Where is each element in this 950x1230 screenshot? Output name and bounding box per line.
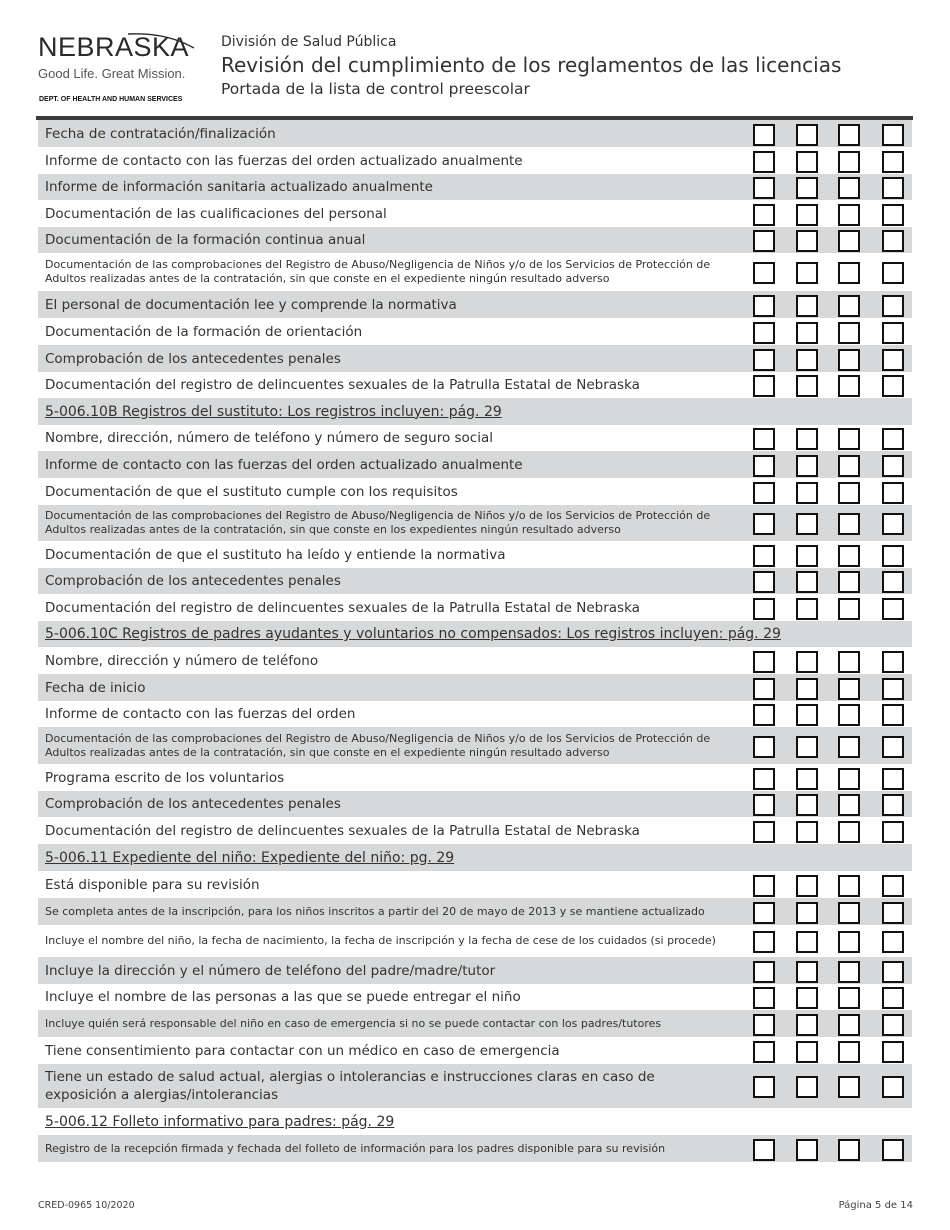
checklist-row — [38, 898, 912, 925]
checkbox[interactable] — [796, 768, 818, 790]
checkbox[interactable] — [882, 230, 904, 252]
row-label: El personal de documentación lee y comprende la normativa — [45, 296, 457, 313]
checklist-row — [38, 291, 912, 318]
checklist-row — [38, 701, 912, 727]
checkbox[interactable] — [838, 124, 860, 146]
checkbox[interactable] — [882, 875, 904, 897]
checklist-row — [38, 791, 912, 817]
checkbox[interactable] — [753, 545, 775, 567]
checkbox[interactable] — [753, 875, 775, 897]
checkbox[interactable] — [882, 678, 904, 700]
checkbox[interactable] — [882, 295, 904, 317]
checkbox[interactable] — [796, 455, 818, 477]
page-number: Página 5 de 14 — [838, 1200, 913, 1211]
section-header — [38, 398, 912, 425]
checkbox[interactable] — [753, 678, 775, 700]
row-label: Comprobación de los antecedentes penales — [45, 796, 341, 812]
checklist-row — [38, 925, 912, 957]
row-label: Informe de información sanitaria actualizado anualmente — [45, 179, 433, 195]
checkbox[interactable] — [838, 651, 860, 673]
checkbox[interactable] — [838, 482, 860, 504]
checklist-row — [38, 253, 912, 291]
checkbox[interactable] — [882, 151, 904, 173]
section-header — [38, 621, 912, 647]
checkbox[interactable] — [838, 1014, 860, 1036]
checklist-row — [38, 425, 912, 451]
checkbox[interactable] — [882, 704, 904, 726]
checkbox[interactable] — [796, 151, 818, 173]
checkbox[interactable] — [753, 295, 775, 317]
checkbox[interactable] — [796, 571, 818, 593]
checkbox[interactable] — [882, 482, 904, 504]
checkbox[interactable] — [882, 1041, 904, 1063]
checkbox[interactable] — [838, 961, 860, 983]
checklist-row — [38, 541, 912, 568]
checkbox[interactable] — [796, 987, 818, 1009]
checkbox[interactable] — [882, 322, 904, 344]
section-title: 5-006.12 Folleto informativo para padres: pág. 29 — [45, 1113, 395, 1130]
checkbox[interactable] — [753, 177, 775, 199]
checkbox[interactable] — [796, 1041, 818, 1063]
checkbox[interactable] — [753, 124, 775, 146]
checkbox[interactable] — [753, 598, 775, 620]
checklist-row — [38, 174, 912, 200]
checkbox[interactable] — [838, 821, 860, 843]
checkbox[interactable] — [882, 204, 904, 226]
checkbox[interactable] — [753, 375, 775, 397]
checklist-row — [38, 1010, 912, 1037]
row-label: Incluye la dirección y el número de teléfono del padre/madre/tutor — [45, 962, 496, 979]
row-label: Incluye el nombre del niño, la fecha de nacimiento, la fecha de inscripción y la fecha de cese de los cuidados (si procede) — [45, 934, 716, 947]
checkbox[interactable] — [838, 455, 860, 477]
checklist-row — [38, 984, 912, 1010]
checkbox[interactable] — [882, 651, 904, 673]
checkbox[interactable] — [753, 1139, 775, 1161]
checklist-row — [38, 674, 912, 701]
checkbox[interactable] — [838, 704, 860, 726]
checkbox[interactable] — [838, 931, 860, 953]
division-name: División de Salud Pública — [221, 34, 397, 50]
checkbox[interactable] — [838, 1076, 860, 1098]
checkbox[interactable] — [882, 736, 904, 758]
checkbox[interactable] — [838, 736, 860, 758]
checkbox[interactable] — [753, 513, 775, 535]
checkbox[interactable] — [796, 375, 818, 397]
row-label: Documentación del registro de delincuentes sexuales de la Patrulla Estatal de Nebraska — [45, 599, 640, 616]
checkbox[interactable] — [838, 262, 860, 284]
checklist-row — [38, 764, 912, 791]
checkbox[interactable] — [753, 1014, 775, 1036]
checkbox[interactable] — [796, 349, 818, 371]
checkbox[interactable] — [796, 902, 818, 924]
row-label: Comprobación de los antecedentes penales — [45, 573, 341, 589]
checkbox[interactable] — [796, 961, 818, 983]
logo-dept: DEPT. OF HEALTH AND HUMAN SERVICES — [39, 96, 183, 103]
checkbox[interactable] — [882, 1014, 904, 1036]
checkbox[interactable] — [838, 322, 860, 344]
checklist-row — [38, 227, 912, 253]
checkbox[interactable] — [838, 875, 860, 897]
section-title: 5-006.10B Registros del sustituto: Los registros incluyen: pág. 29 — [45, 403, 502, 420]
row-label: Documentación de las comprobaciones del Registro de Abuso/Negligencia de Niños y/o de los Servicios de Protección de Adultos realizadas antes de la contratación, sin que conste en el expediente ningún resultado adverso — [45, 258, 711, 285]
row-label: Nombre, dirección y número de teléfono — [45, 652, 319, 669]
checkbox[interactable] — [796, 1014, 818, 1036]
checkbox[interactable] — [838, 349, 860, 371]
page-header — [0, 0, 950, 118]
checkbox[interactable] — [838, 902, 860, 924]
row-label: Documentación de la formación continua anual — [45, 232, 366, 248]
checkbox[interactable] — [753, 821, 775, 843]
checkbox[interactable] — [796, 1076, 818, 1098]
row-label: Informe de contacto con las fuerzas del orden actualizado anualmente — [45, 152, 523, 169]
checkbox[interactable] — [882, 931, 904, 953]
row-label: Documentación de las cualificaciones del personal — [45, 205, 387, 222]
checklist-row — [38, 594, 912, 621]
checkbox[interactable] — [882, 598, 904, 620]
checkbox[interactable] — [882, 571, 904, 593]
checkbox[interactable] — [753, 151, 775, 173]
checkbox[interactable] — [838, 678, 860, 700]
checkbox[interactable] — [753, 768, 775, 790]
checkbox[interactable] — [796, 177, 818, 199]
checkbox[interactable] — [753, 902, 775, 924]
checkbox[interactable] — [882, 987, 904, 1009]
checklist-row — [38, 1135, 912, 1162]
checklist-row — [38, 647, 912, 674]
checkbox[interactable] — [753, 987, 775, 1009]
checkbox[interactable] — [796, 1139, 818, 1161]
checklist-row — [38, 345, 912, 372]
checkbox[interactable] — [796, 322, 818, 344]
checkbox[interactable] — [838, 230, 860, 252]
row-label: Documentación de que el sustituto cumple con los requisitos — [45, 483, 458, 500]
checkbox[interactable] — [838, 598, 860, 620]
section-header — [38, 844, 912, 871]
checkbox[interactable] — [796, 262, 818, 284]
checkbox[interactable] — [838, 177, 860, 199]
checkbox[interactable] — [753, 204, 775, 226]
row-label: Incluye el nombre de las personas a las que se puede entregar el niño — [45, 989, 521, 1005]
checkbox[interactable] — [753, 230, 775, 252]
checkbox[interactable] — [796, 124, 818, 146]
row-label: Documentación de que el sustituto ha leído y entiende la normativa — [45, 546, 506, 563]
checkbox[interactable] — [796, 678, 818, 700]
row-label: Documentación de las comprobaciones del Registro de Abuso/Negligencia de Niños y/o de los Servicios de Protección de Adultos realizadas antes de la contratación, sin que conste en el expediente ningún resultado adverso — [45, 731, 711, 759]
checkbox[interactable] — [838, 545, 860, 567]
section-title: 5-006.10C Registros de padres ayudantes y voluntarios no compensados: Los registros incluyen: pág. 29 — [45, 626, 781, 642]
checkbox[interactable] — [882, 794, 904, 816]
checkbox[interactable] — [796, 545, 818, 567]
section-title: 5-006.11 Expediente del niño: Expediente del niño: pg. 29 — [45, 849, 455, 866]
checklist-row — [38, 200, 912, 227]
checklist-row — [38, 1064, 912, 1108]
page-subtitle: Portada de la lista de control preescolar — [221, 80, 530, 98]
row-label: Nombre, dirección, número de teléfono y número de seguro social — [45, 430, 493, 446]
checkbox[interactable] — [796, 736, 818, 758]
row-label: Se completa antes de la inscripción, para los niños inscritos a partir del 20 de mayo de 2013 y se mantiene actualizado — [45, 904, 705, 918]
checkbox[interactable] — [753, 455, 775, 477]
row-label: Documentación de las comprobaciones del Registro de Abuso/Negligencia de Niños y/o de los Servicios de Protección de Adultos realizadas antes de la contratación, sin que conste en los expedientes ningún resultado adverso — [45, 509, 711, 536]
row-label: Incluye quién será responsable del niño en caso de emergencia si no se puede contactar con los padres/tutores — [45, 1016, 662, 1030]
row-label: Documentación de la formación de orientación — [45, 323, 363, 340]
checkbox[interactable] — [796, 794, 818, 816]
checkbox[interactable] — [838, 204, 860, 226]
row-label: Tiene consentimiento para contactar con un médico en caso de emergencia — [45, 1042, 560, 1059]
checkbox[interactable] — [753, 794, 775, 816]
checkbox[interactable] — [882, 513, 904, 535]
checkbox[interactable] — [753, 704, 775, 726]
row-label: Fecha de contratación/finalización — [45, 125, 276, 142]
checklist-row — [38, 957, 912, 984]
checklist-row — [38, 505, 912, 541]
checkbox[interactable] — [838, 295, 860, 317]
checkbox[interactable] — [753, 571, 775, 593]
checklist-row — [38, 451, 912, 478]
checkbox[interactable] — [838, 571, 860, 593]
checkbox[interactable] — [796, 513, 818, 535]
checkbox[interactable] — [753, 1076, 775, 1098]
checklist-row — [38, 120, 912, 147]
checkbox[interactable] — [882, 821, 904, 843]
form-code: CRED-0965 10/2020 — [38, 1200, 135, 1211]
checkbox[interactable] — [882, 902, 904, 924]
checklist-row — [38, 318, 912, 345]
checkbox[interactable] — [838, 513, 860, 535]
section-header — [38, 1108, 912, 1135]
checkbox[interactable] — [838, 375, 860, 397]
checkbox[interactable] — [753, 1041, 775, 1063]
checkbox[interactable] — [753, 931, 775, 953]
row-label: Registro de la recepción firmada y fechada del folleto de información para los padres disponible para su revisión — [45, 1141, 666, 1155]
checkbox[interactable] — [796, 931, 818, 953]
row-label: Documentación del registro de delincuentes sexuales de la Patrulla Estatal de Nebraska — [45, 377, 640, 393]
checkbox[interactable] — [753, 961, 775, 983]
logo-tagline: Good Life. Great Mission. — [38, 66, 186, 81]
checkbox[interactable] — [882, 375, 904, 397]
checkbox[interactable] — [753, 428, 775, 450]
checkbox[interactable] — [796, 230, 818, 252]
checkbox[interactable] — [796, 482, 818, 504]
checklist-row — [38, 1037, 912, 1064]
checkbox[interactable] — [882, 1076, 904, 1098]
checkbox[interactable] — [882, 768, 904, 790]
checkbox[interactable] — [882, 262, 904, 284]
nebraska-dhhs-logo — [36, 30, 206, 110]
checkbox[interactable] — [882, 428, 904, 450]
row-label: Comprobación de los antecedentes penales — [45, 350, 341, 367]
checklist-row — [38, 478, 912, 505]
checkbox[interactable] — [753, 651, 775, 673]
row-label: Programa escrito de los voluntarios — [45, 769, 285, 786]
checkbox[interactable] — [882, 545, 904, 567]
checkbox[interactable] — [838, 794, 860, 816]
row-label: Documentación del registro de delincuentes sexuales de la Patrulla Estatal de Nebraska — [45, 822, 640, 839]
row-label: Fecha de inicio — [45, 679, 146, 696]
row-label: Informe de contacto con las fuerzas del orden — [45, 706, 356, 722]
row-label: Está disponible para su revisión — [45, 876, 260, 893]
checkbox[interactable] — [753, 482, 775, 504]
checkbox[interactable] — [753, 262, 775, 284]
row-label: Tiene un estado de salud actual, alergias o intolerancias e instrucciones claras en caso de exposición a alergias/intolerancias — [45, 1069, 655, 1103]
checkbox[interactable] — [838, 428, 860, 450]
checkbox[interactable] — [882, 124, 904, 146]
checkbox[interactable] — [882, 1139, 904, 1161]
checklist-row — [38, 568, 912, 594]
checklist-row — [38, 727, 912, 764]
checklist-row — [38, 817, 912, 844]
checkbox[interactable] — [796, 428, 818, 450]
checkbox[interactable] — [753, 736, 775, 758]
checkbox[interactable] — [838, 768, 860, 790]
checkbox[interactable] — [838, 1139, 860, 1161]
checkbox[interactable] — [796, 204, 818, 226]
row-label: Informe de contacto con las fuerzas del orden actualizado anualmente — [45, 456, 523, 473]
page-title: Revisión del cumplimiento de los reglamentos de las licencias — [221, 53, 842, 77]
checkbox[interactable] — [753, 322, 775, 344]
checkbox[interactable] — [796, 598, 818, 620]
checklist-row — [38, 147, 912, 174]
checkbox[interactable] — [796, 704, 818, 726]
checklist-row — [38, 372, 912, 398]
checkbox[interactable] — [838, 151, 860, 173]
checkbox[interactable] — [796, 821, 818, 843]
checkbox[interactable] — [796, 295, 818, 317]
checkbox[interactable] — [753, 349, 775, 371]
logo-wordmark: NEBRASKA — [38, 32, 190, 62]
checklist-row — [38, 871, 912, 898]
checkbox[interactable] — [882, 961, 904, 983]
checkbox[interactable] — [838, 1041, 860, 1063]
checkbox[interactable] — [838, 987, 860, 1009]
checkbox[interactable] — [882, 177, 904, 199]
checkbox[interactable] — [882, 349, 904, 371]
checkbox[interactable] — [796, 875, 818, 897]
checkbox[interactable] — [882, 455, 904, 477]
checklist-table — [38, 120, 912, 1162]
checkbox[interactable] — [796, 651, 818, 673]
